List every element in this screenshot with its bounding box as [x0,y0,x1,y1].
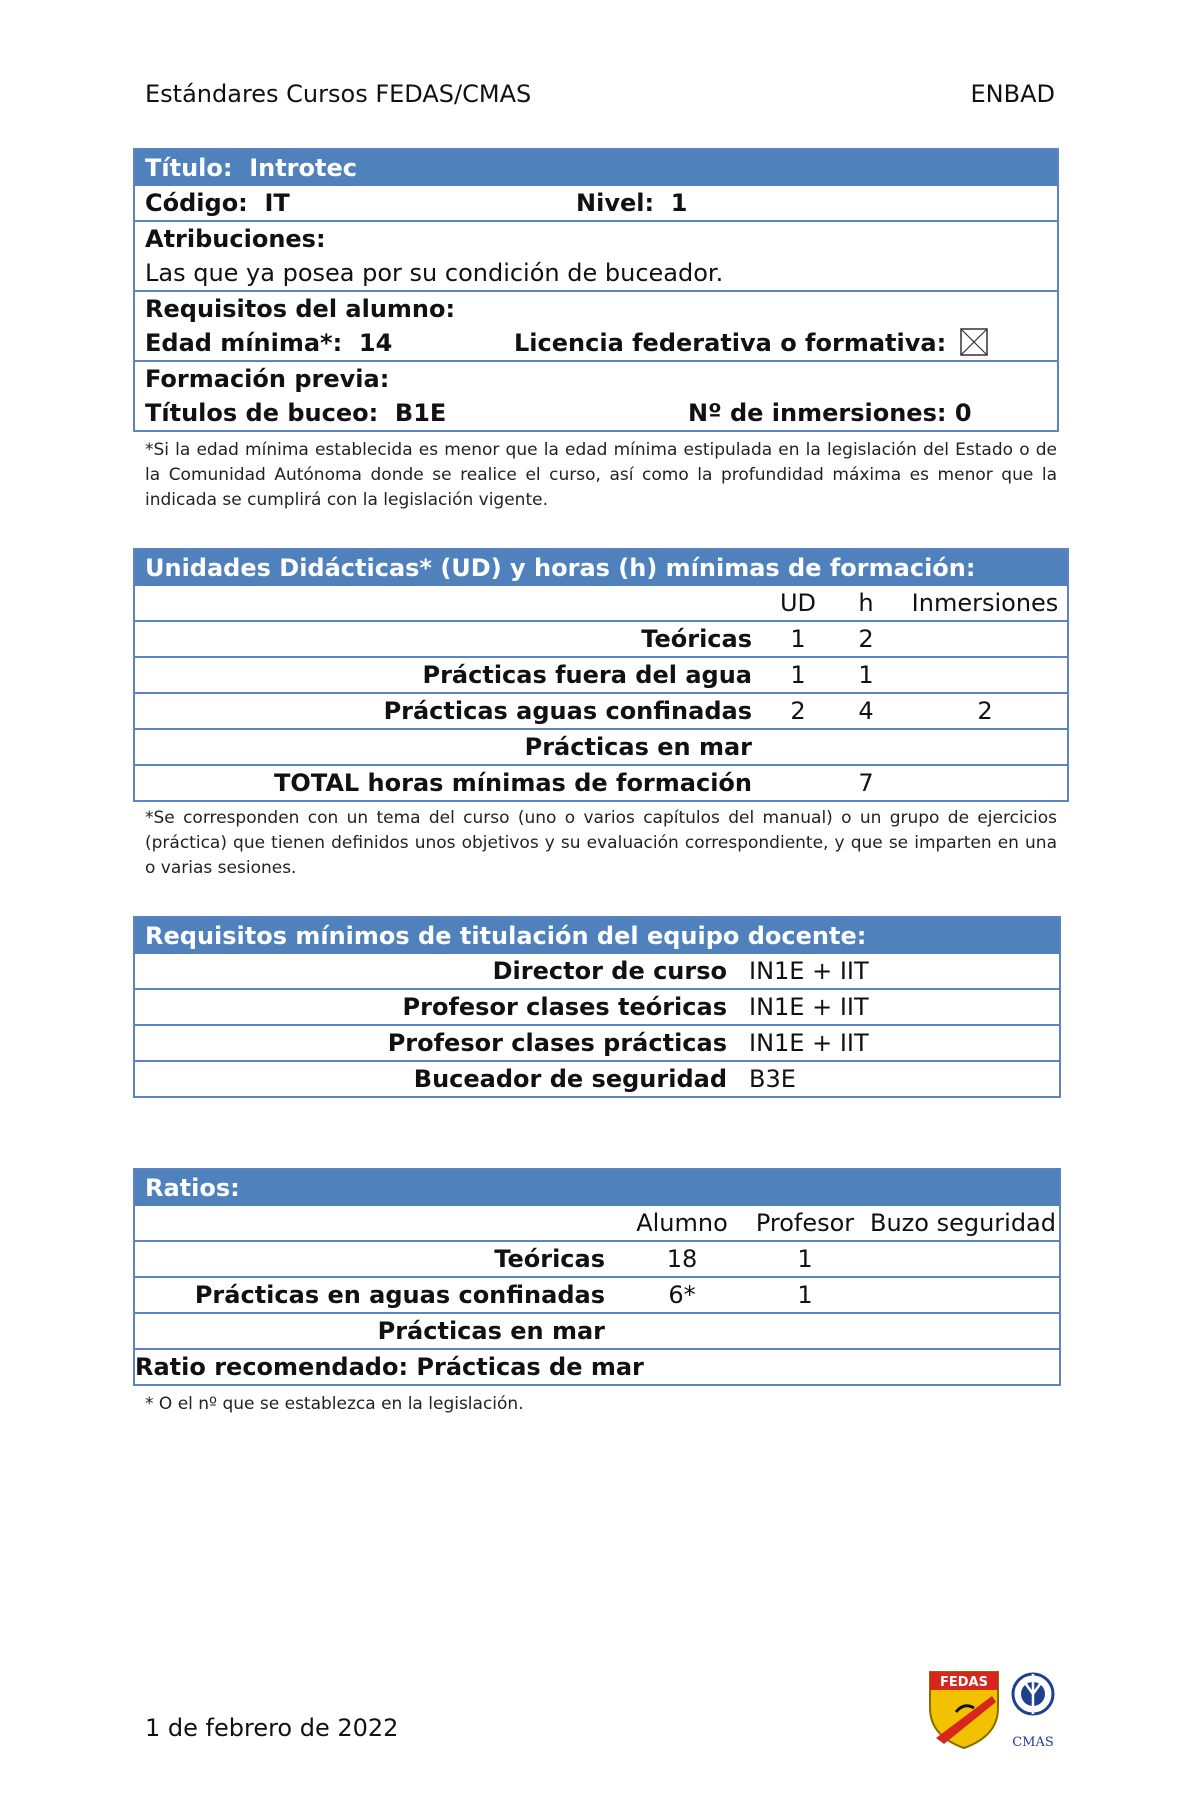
ratios-title-bar: Ratios: [135,1170,1059,1206]
table-row [135,1240,1059,1276]
col-ud: UD [779,589,817,617]
level-value: 1 [670,189,688,217]
cell-profesor: 1 [797,1245,813,1273]
age-label: Edad mínima*: [145,329,343,357]
cell-inm: 2 [977,697,993,725]
footer-date: 1 de febrero de 2022 [145,1714,399,1742]
cell-h: 7 [858,769,874,797]
row-label: Teóricas [494,1245,605,1273]
table-row [135,954,1059,988]
table-row [135,1024,1059,1060]
prev-label: Formación previa: [145,365,390,393]
cmas-logo [1008,1668,1058,1752]
cell-alumno: 18 [666,1245,698,1273]
ratios-block [133,1168,1061,1386]
row-label: Prácticas fuera del agua [422,661,752,689]
row-label: TOTAL horas mínimas de formación [274,769,752,797]
titles-label: Títulos de buceo: [145,399,379,427]
table-row [135,1060,1059,1096]
attrib-label: Atribuciones: [145,225,326,253]
cell-ud: 1 [790,625,806,653]
row-label: Teóricas [641,625,752,653]
col-profesor: Profesor [755,1209,855,1237]
license-label: Licencia federativa o formativa: [514,329,947,357]
table-row [135,656,1067,692]
code-row [135,186,1057,220]
cell-ud: 1 [790,661,806,689]
title-label: Título: [145,154,233,182]
col-buzo-seguridad: Buzo seguridad [869,1209,1056,1237]
req-label: Requisitos del alumno: [145,295,456,323]
code-label: Código: [145,189,248,217]
table-row [135,620,1067,656]
course-title-bar [135,150,1057,186]
ratios-header-row [135,1206,1059,1240]
level-label: Nivel: [576,189,655,217]
row-label: Prácticas en mar [377,1317,605,1345]
cmas-logo-text: CMAS [1012,1735,1054,1750]
table-row [135,1348,1059,1384]
row-label: Prácticas en mar [524,733,752,761]
table-row [135,1312,1059,1348]
attributions-row [135,220,1057,290]
titles-value: B1E [394,399,447,427]
requirements-row [135,290,1057,360]
cell-h: 2 [858,625,874,653]
row-value: IN1E + IIT [749,1029,869,1057]
age-value: 14 [358,329,393,357]
row-value: B3E [749,1065,796,1093]
code-value: IT [264,189,290,217]
table-row [135,764,1067,800]
units-header-row [135,586,1067,620]
row-label: Prácticas aguas confinadas [383,697,752,725]
previous-training-row [135,360,1057,430]
age-footnote: *Si la edad mínima establecida es menor que la edad mínima estipulada en la legislación del Estado o de la Comunidad Autónoma donde se realice el curso, así como la profundidad máxima es menor que la indicada se cumplirá con la legislación vigente. [145,440,1057,510]
cell-alumno: 6* [668,1281,696,1309]
row-label: Profesor clases prácticas [387,1029,727,1057]
fedas-logo [926,1668,1002,1750]
row-label: Buceador de seguridad [413,1065,727,1093]
col-inmersiones: Inmersiones [911,589,1059,617]
row-label: Profesor clases teóricas [402,993,727,1021]
cell-h: 4 [858,697,874,725]
cell-ud: 2 [790,697,806,725]
row-label: Prácticas en aguas confinadas [194,1281,605,1309]
row-label: Ratio recomendado: Prácticas de mar [135,1353,644,1381]
cell-profesor: 1 [797,1281,813,1309]
title-value: Introtec [249,154,357,182]
doc-header-right: ENBAD [970,80,1055,108]
table-row [135,988,1059,1024]
units-footnote: *Se corresponden con un tema del curso (uno o varios capítulos del manual) o un grupo de ejercicios (práctica) que tienen definidos unos objetivos y su evaluación correspondiente, y que se imparten en una o varias sesiones. [145,808,1057,878]
row-label: Director de curso [492,957,727,985]
course-info-block [133,148,1059,432]
row-value: IN1E + IIT [749,957,869,985]
units-title-bar: Unidades Didácticas* (UD) y horas (h) mínimas de formación: [135,550,1067,586]
units-block [133,548,1069,802]
attrib-text: Las que ya posea por su condición de buceador. [145,259,724,287]
dives-label: Nº de inmersiones: [688,399,947,427]
table-row [135,728,1067,764]
license-checkbox-icon [960,328,988,356]
cell-h: 1 [858,661,874,689]
staff-block [133,916,1061,1098]
doc-header-left: Estándares Cursos FEDAS/CMAS [145,80,532,108]
ratios-footnote: * O el nº que se establezca en la legislación. [145,1394,524,1414]
staff-title-bar: Requisitos mínimos de titulación del equipo docente: [135,918,1059,954]
dives-value: 0 [954,399,972,427]
table-row [135,692,1067,728]
col-h: h [858,589,874,617]
table-row [135,1276,1059,1312]
row-value: IN1E + IIT [749,993,869,1021]
fedas-logo-text: FEDAS [940,1675,988,1690]
col-alumno: Alumno [636,1209,728,1237]
